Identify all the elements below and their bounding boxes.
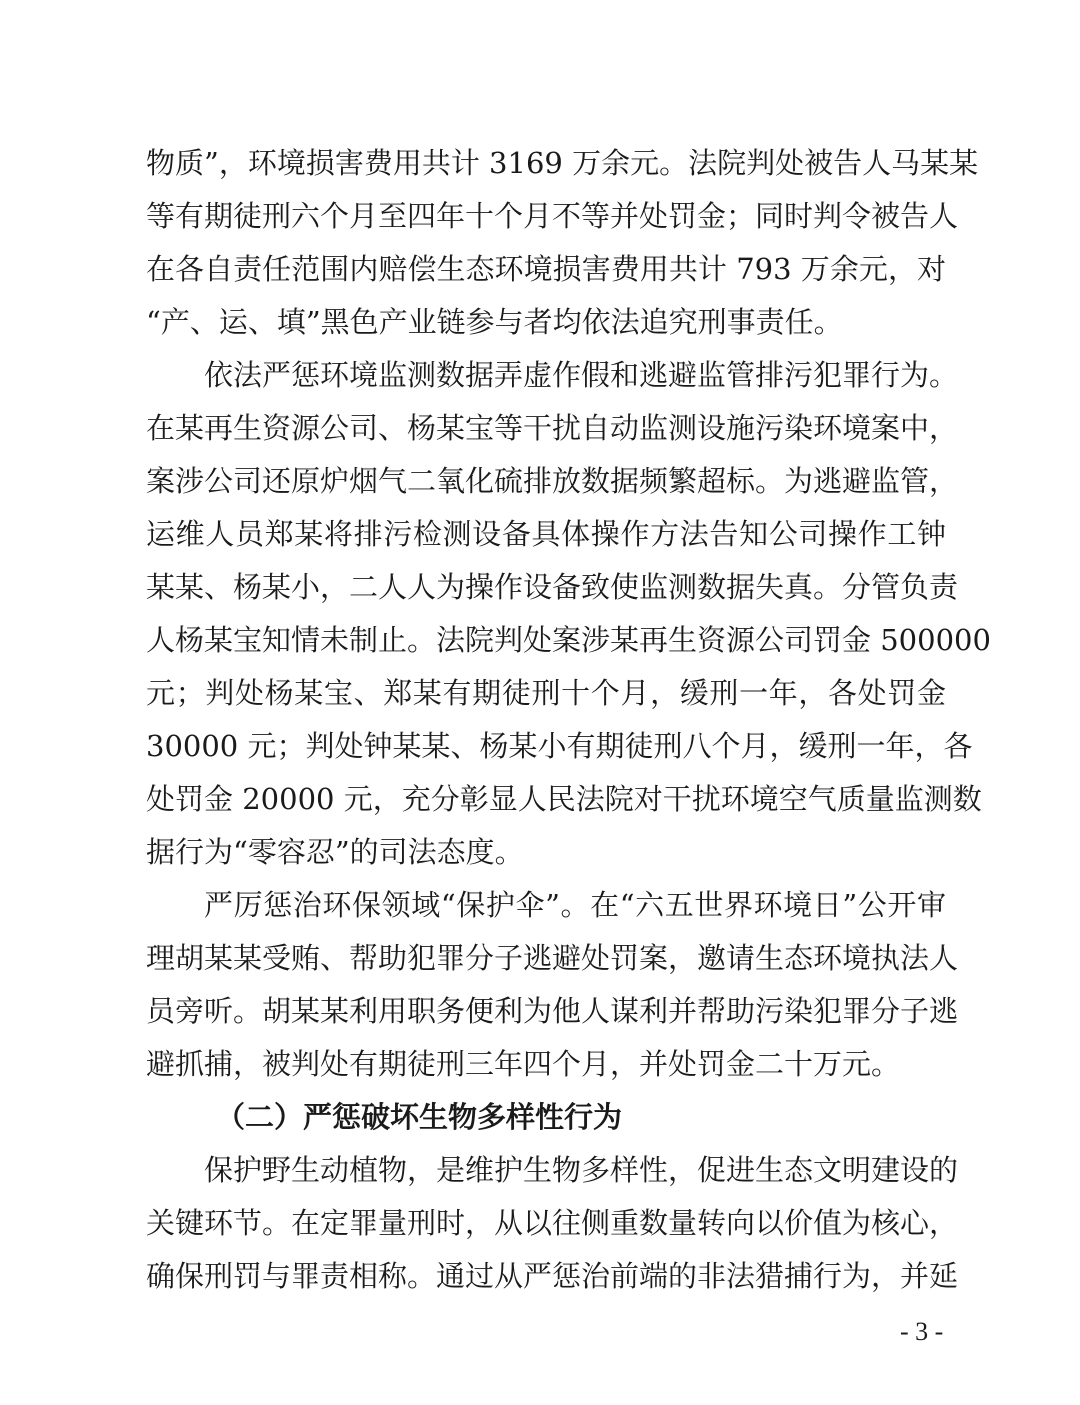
text-line: 30000 元；判处钟某某、杨某小有期徒刑八个月，缓刑一年，各: [146, 729, 973, 763]
paragraph-start-line: 保护野生动植物，是维护生物多样性，促进生态文明建设的: [204, 1153, 959, 1187]
text-line: 案涉公司还原炉烟气二氧化硫排放数据频繁超标。为逃避监管，: [146, 464, 959, 498]
text-line: 物质”，环境损害费用共计 3169 万余元。法院判处被告人马某某: [146, 146, 979, 180]
section-heading: （二）严惩破坏生物多样性行为: [216, 1100, 623, 1134]
text-line: 在各自责任范围内赔偿生态环境损害费用共计 793 万余元，对: [146, 252, 946, 286]
text-line: 据行为“零容忍”的司法态度。: [146, 835, 524, 869]
text-line: 等有期徒刑六个月至四年十个月不等并处罚金；同时判令被告人: [146, 199, 959, 233]
page-number: - 3 -: [900, 1317, 944, 1346]
text-line: 处罚金 20000 元，充分彰显人民法院对干扰环境空气质量监测数: [146, 782, 982, 816]
text-line: 关键环节。在定罪量刑时，从以往侧重数量转向以价值为核心，: [146, 1206, 959, 1240]
text-line: 人杨某宝知情未制止。法院判处案涉某再生资源公司罚金 500000: [146, 623, 991, 657]
text-line: 运维人员郑某将排污检测设备具体操作方法告知公司操作工钟: [146, 517, 946, 551]
text-line: 元；判处杨某宝、郑某有期徒刑十个月，缓刑一年，各处罚金: [146, 676, 946, 710]
paragraph-start-line: 严厉惩治环保领域“保护伞”。在“六五世界环境日”公开审: [204, 888, 946, 922]
text-line: “产、运、填”黑色产业链参与者均依法追究刑事责任。: [146, 305, 843, 339]
text-line: 在某再生资源公司、杨某宝等干扰自动监测设施污染环境案中，: [146, 411, 959, 445]
text-line: 避抓捕，被判处有期徒刑三年四个月，并处罚金二十万元。: [146, 1047, 901, 1081]
text-line: 理胡某某受贿、帮助犯罪分子逃避处罚案，邀请生态环境执法人: [146, 941, 959, 975]
text-line: 某某、杨某小，二人人为操作设备致使监测数据失真。分管负责: [146, 570, 959, 604]
paragraph-start-line: 依法严惩环境监测数据弄虚作假和逃避监管排污犯罪行为。: [204, 358, 959, 392]
text-line: 确保刑罚与罪责相称。通过从严惩治前端的非法猎捕行为，并延: [146, 1259, 959, 1293]
text-line: 员旁听。胡某某利用职务便利为他人谋利并帮助污染犯罪分子逃: [146, 994, 959, 1028]
